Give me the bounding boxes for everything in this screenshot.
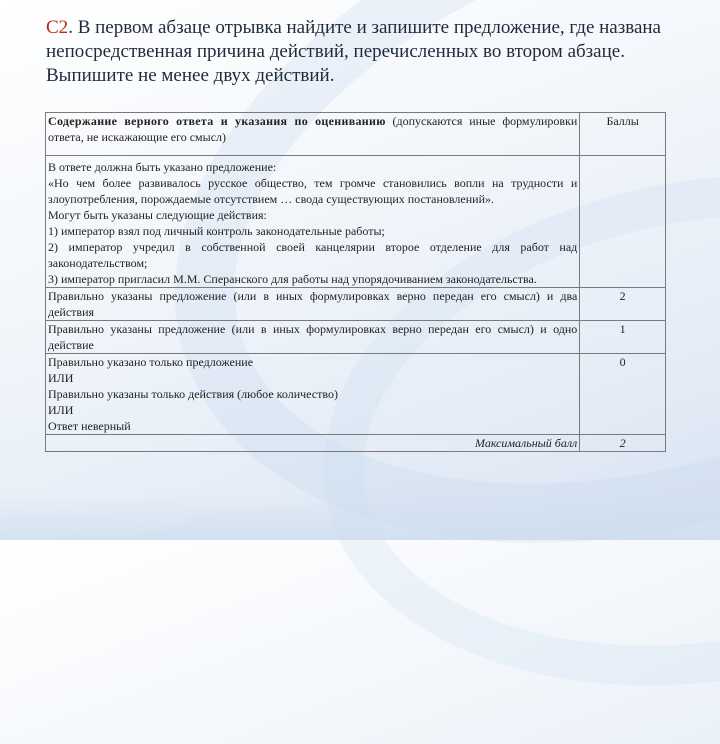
criterion-text: Правильно указаны предложение (или в иных формулировках верно передан его смысл) и два действия bbox=[46, 288, 580, 321]
zero-criterion-cell bbox=[46, 354, 580, 435]
zero-line-5: Ответ неверный bbox=[48, 419, 131, 433]
actions-lead: Могут быть указаны следующие действия: bbox=[48, 208, 267, 222]
table-header-row bbox=[46, 113, 666, 156]
zero-line-4: ИЛИ bbox=[48, 403, 74, 417]
max-score-value: 2 bbox=[580, 435, 666, 452]
table-row bbox=[46, 288, 666, 321]
criteria-table bbox=[45, 112, 666, 452]
answer-row bbox=[46, 156, 666, 288]
criterion-score: 1 bbox=[580, 321, 666, 354]
task-title bbox=[46, 16, 686, 88]
max-score-label: Максимальный балл bbox=[46, 435, 580, 452]
header-content-cell bbox=[46, 113, 580, 156]
bottom-band bbox=[0, 494, 720, 540]
criterion-text: Правильно указаны предложение (или в иных формулировках верно передан его смысл) и одно действие bbox=[46, 321, 580, 354]
answer-lead: В ответе должна быть указано предложение: bbox=[48, 160, 277, 174]
action-1: 1) император взял под личный контроль законодательные работы; bbox=[48, 224, 385, 238]
table-row bbox=[46, 321, 666, 354]
table-row-zero bbox=[46, 354, 666, 435]
task-number: С2 bbox=[46, 17, 69, 38]
max-score-row bbox=[46, 435, 666, 452]
zero-line-2: ИЛИ bbox=[48, 371, 74, 385]
answer-score-cell bbox=[580, 156, 666, 288]
header-score-cell: Баллы bbox=[580, 113, 666, 156]
header-bold-text: Содержание верного ответа и указания по оцениванию bbox=[48, 114, 386, 128]
header-rest-text: (допускаются иные формулировки ответа, не искажающие его смысл) bbox=[48, 114, 578, 144]
action-3: 3) император пригласил М.М. Сперанского для работы над упорядочиванием законодательства. bbox=[48, 272, 537, 286]
answer-quote: «Но чем более развивалось русское общество, тем громче становились вопли на трудности и злоупотребления, порождаемые отсутствием … свода существующих постановлений». bbox=[48, 176, 578, 206]
zero-line-3: Правильно указаны только действия (любое количество) bbox=[48, 387, 338, 401]
answer-content-cell bbox=[46, 156, 580, 288]
action-2: 2) император учредил в собственной своей канцелярии второе отделение для работ над законодательством; bbox=[48, 240, 578, 270]
zero-line-1: Правильно указано только предложение bbox=[48, 355, 254, 369]
task-text: . В первом абзаце отрывка найдите и запишите предложение, где названа непосредственная причина действий, перечисленных во втором абзаце. Выпишите не менее двух действий. bbox=[46, 17, 661, 86]
zero-criterion-score: 0 bbox=[580, 354, 666, 435]
criterion-score: 2 bbox=[580, 288, 666, 321]
